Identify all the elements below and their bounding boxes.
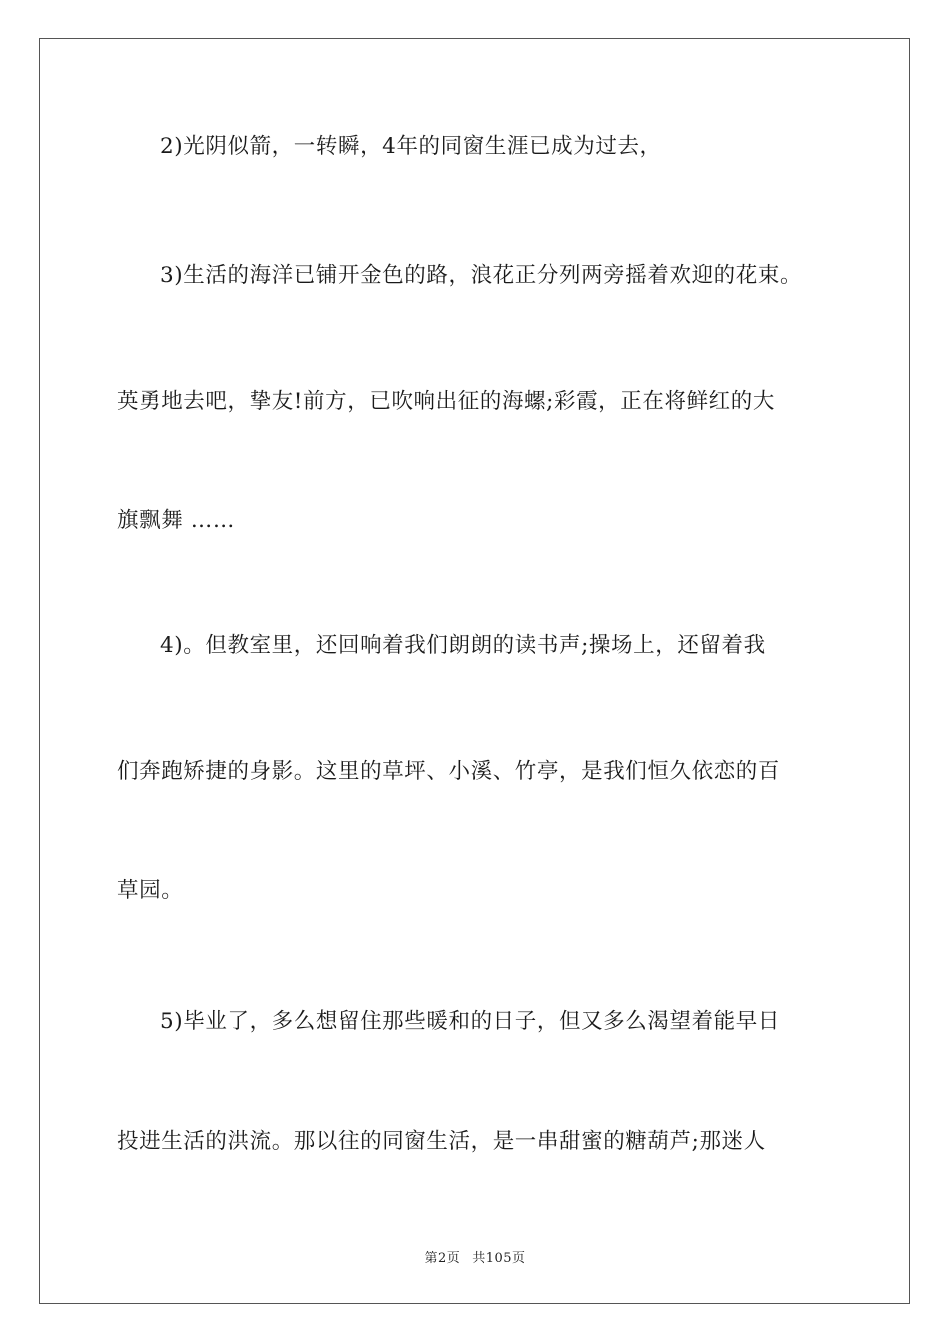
paragraph-2-line-1: 2)光阴似箭，一转瞬，4年的同窗生涯已成为过去， xyxy=(160,134,662,159)
paragraph-4-line-3: 草园。 xyxy=(117,878,184,903)
page-footer xyxy=(0,1247,950,1266)
paragraph-3-line-3: 旗飘舞 …… xyxy=(117,508,235,533)
paragraph-5-line-1: 5)毕业了，多么想留住那些暖和的日子，但又多么渴望着能早日 xyxy=(160,1009,780,1034)
page-total: 共105页 xyxy=(472,1251,526,1266)
paragraph-4-line-1: 4)。但教室里，还回响着我们朗朗的读书声;操场上，还留着我 xyxy=(160,633,766,658)
paragraph-4-line-2: 们奔跑矫捷的身影。这里的草坪、小溪、竹亭，是我们恒久依恋的百 xyxy=(117,759,781,784)
paragraph-5-line-2: 投进生活的洪流。那以往的同窗生活，是一串甜蜜的糖葫芦;那迷人 xyxy=(117,1129,766,1154)
page-border xyxy=(39,38,910,1304)
page-number: 第2页 xyxy=(424,1251,461,1266)
paragraph-3-line-1: 3)生活的海洋已铺开金色的路，浪花正分列两旁摇着欢迎的花束。 xyxy=(160,263,803,288)
paragraph-3-line-2: 英勇地去吧，挚友!前方，已吹响出征的海螺;彩霞，正在将鲜红的大 xyxy=(117,389,775,414)
